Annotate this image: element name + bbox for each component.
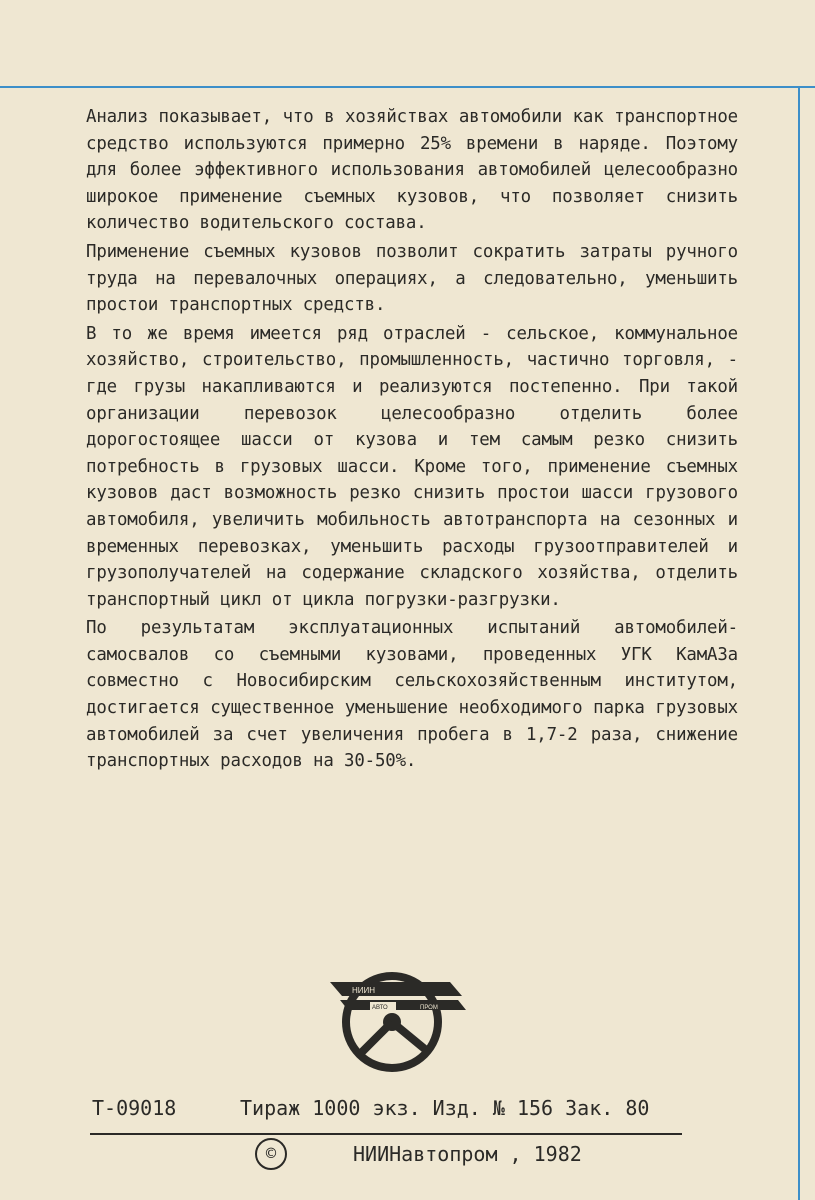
frame-right-line xyxy=(798,86,800,1200)
logo-text-mid: АВТО xyxy=(372,1005,388,1011)
paragraph-2: Применение съемных кузовов позволит сократить затраты ручного труда на перевалочных операциях, а следовательно, уменьшить простои транспортных средств. xyxy=(86,241,738,316)
imprint-rule xyxy=(90,1133,682,1135)
imprint-line xyxy=(92,1096,712,1120)
logo-text-top: НИИН xyxy=(352,986,376,995)
imprint-details: Тираж 1000 экз. Изд. № 156 Зак. 80 xyxy=(240,1096,650,1120)
frame-top-line xyxy=(0,86,815,88)
imprint-code: Т-09018 xyxy=(92,1096,177,1120)
publisher-logo xyxy=(330,962,470,1074)
paragraph-1: Анализ показывает, что в хозяйствах автомобили как транспортное средство используются примерно 25% времени в наряде. Поэтому для более эффективного использования автомобилей целесообразно широкое применение съемных кузовов, что позволяет снизить количество водительского состава. xyxy=(86,107,738,234)
steering-wheel-logo-icon xyxy=(330,962,470,1074)
copyright-icon: © xyxy=(255,1138,287,1170)
copyright-row xyxy=(255,1138,675,1170)
logo-text-bottom: ПРОМ xyxy=(420,1005,438,1011)
paragraph-4: По результатам эксплуатационных испытаний автомобилей-самосвалов со съемными кузовами, проведенных УГК КамАЗа совместно с Новосибирским сельскохозяйственным институтом, достигается существенное уменьшение необходимого парка грузовых автомобилей за счет увеличения пробега в 1,7-2 раза, снижение транспортных расходов на 30-50%. xyxy=(86,618,738,772)
body-text xyxy=(86,104,738,777)
publisher-name-year: НИИНавтопром , 1982 xyxy=(353,1142,582,1166)
paragraph-3: В то же время имеется ряд отраслей - сельское, коммунальное хозяйство, строительство, промышленность, частично торговля, - где грузы накапливаются и реализуются постепенно. При такой организации перевозок целесообразно отделить более дорогостоящее шасси от кузова и тем самым резко снизить потребность в грузовых шасси. Кроме того, применение съемных кузовов даст возможность резко снизить простои шасси грузового автомобиля, увеличить мобильность автотранспорта на сезонных и временных перевозках, уменьшить расходы грузоотправителей и грузополучателей на содержание складского хозяйства, отделить транспортный цикл от цикла погрузки-разгрузки. xyxy=(86,323,738,610)
